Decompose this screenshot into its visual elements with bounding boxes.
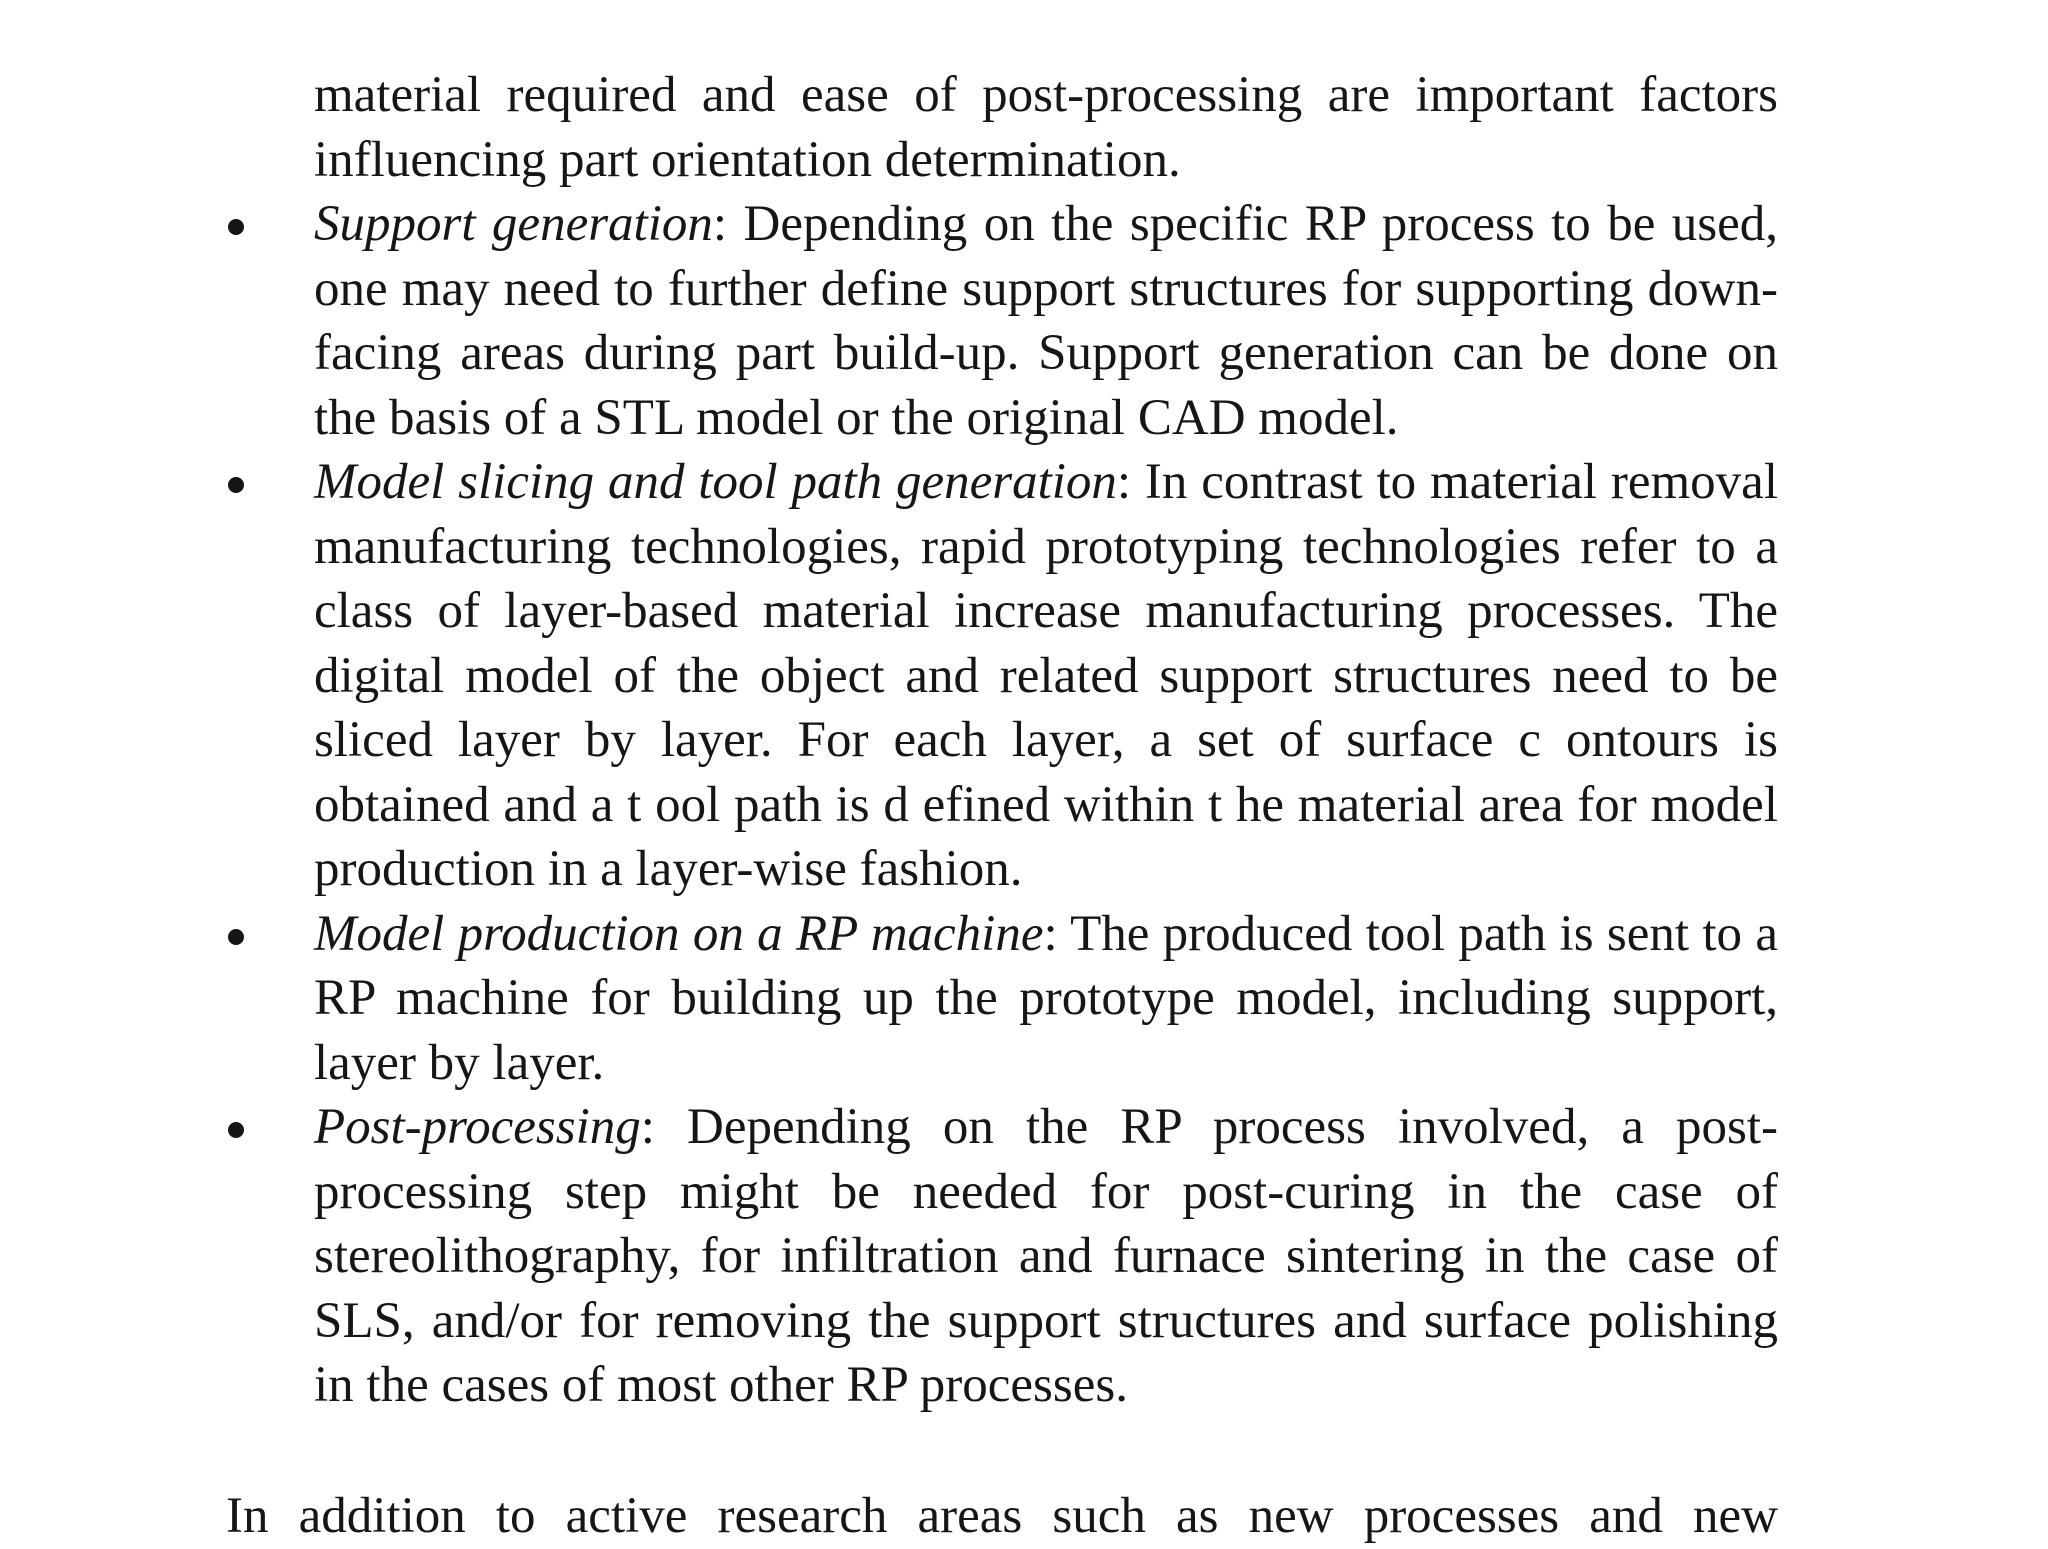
list-item-term: Model production on a RP machine (314, 905, 1044, 962)
bullet-icon (228, 929, 244, 945)
bullet-icon (228, 1122, 244, 1138)
cut-off-text-line (226, 1484, 1778, 1544)
list-item (0, 192, 1778, 450)
list-item (0, 450, 1778, 902)
cut-off-text: In addition to active research areas such as new processes and new (226, 1488, 1778, 1544)
list-item (0, 902, 1778, 1096)
list-item-text (314, 1095, 1778, 1418)
bullet-icon (228, 219, 244, 235)
process-step-list (0, 192, 1778, 1418)
list-item-text (314, 450, 1778, 902)
list-item-text (314, 192, 1778, 450)
list-item-body: : Depending on the specific RP process to be used, one may need to further define support structures for supporting down-facing areas during part build-up. Support generation can be done on the basis of a STL model or the original CAD model. (314, 196, 1778, 446)
list-item-body: : The produced tool path is sent to a RP machine for building up the prototype model, including support, layer by layer. (314, 905, 1778, 1091)
list-item-term: Model slicing and tool path generation (314, 454, 1117, 510)
continuation-paragraph: material required and ease of post-processing are important factors influencing part orientation determination. (314, 67, 1778, 188)
bullet-icon (228, 477, 244, 493)
list-item (0, 1095, 1778, 1418)
list-item-body: : Depending on the RP process involved, a post-processing step might be needed for post-curing in the case of stereolithography, for infiltration and furnace sintering in the case of SLS, and/or for removing the support structures and surface polishing in the cases of most other RP processes. (314, 1099, 1778, 1413)
list-item-term: Support generation (314, 196, 713, 252)
list-item-text (314, 902, 1778, 1096)
list-item-body: : In contrast to material removal manufacturing technologies, rapid prototyping technologies refer to a class of layer-based material increase manufacturing processes. The digital model of the object and related support structures need to be sliced layer by layer. For each layer, a set of surface c ontours is obtained and a t ool path is d efined within t he material area for model production in a layer-wise fashion. (314, 454, 1778, 897)
list-item-term: Post-processing (314, 1099, 641, 1155)
